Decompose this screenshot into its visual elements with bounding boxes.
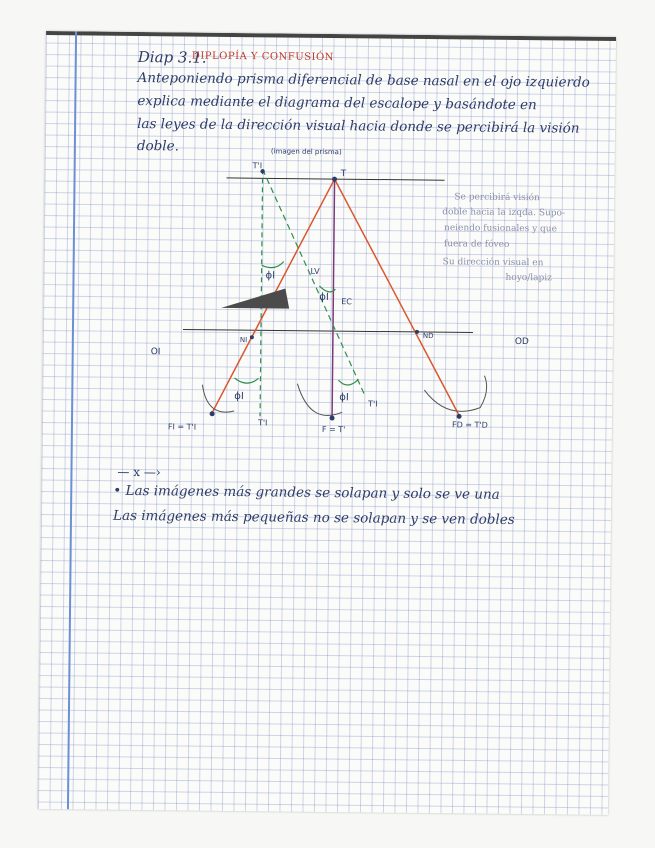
side-note-line: doble hacia la izqda. Supo-	[442, 207, 566, 219]
exercise-number: Diap 3.1.	[137, 47, 207, 67]
question-line: explica mediante el diagrama del escalope y basándote en	[137, 92, 537, 114]
label-t1-right: T'I	[368, 399, 378, 409]
side-note-line: Su dirección visual en	[442, 257, 544, 269]
green-dashed-left	[260, 169, 263, 416]
left-eye-arc	[202, 385, 234, 413]
diplopia-diagram	[38, 31, 616, 815]
question-line: las leyes de la dirección visual hacia donde se percibirá la visión	[137, 115, 580, 137]
notebook-page	[38, 31, 616, 815]
angle-arc-left	[234, 378, 258, 383]
label-fd: FD = T'D	[451, 420, 488, 430]
label-f: F = T'	[321, 424, 346, 435]
exercise-title: DIPLOPÍA Y CONFUSIÓN	[191, 50, 334, 64]
label-oi: OI	[150, 347, 161, 358]
label-phi-top: ϕI	[265, 270, 276, 282]
label-fi: FI = T'I	[167, 422, 197, 432]
question-line: Anteponiendo prisma diferencial de base nasal en el ojo izquierdo	[137, 69, 590, 91]
label-lv: LV	[310, 266, 320, 276]
purple-center-line	[332, 179, 334, 417]
label-image-note: (imagen del prisma)	[270, 147, 342, 157]
answer-line: • Las imágenes más grandes se solapan y solo se ve una	[113, 482, 500, 503]
label-phi-left: ϕI	[234, 391, 244, 403]
label-t1-left: T'I	[257, 418, 268, 428]
label-nd: ND	[422, 331, 434, 341]
center-eye-arc	[297, 384, 342, 416]
green-dashed-diagonal	[260, 169, 367, 396]
point-f	[330, 416, 335, 421]
answer-line: Las imágenes más pequeñas no se solapan y se ven dobles	[112, 507, 515, 528]
side-note-line: fuera de fóveo	[443, 239, 510, 250]
question-line: doble.	[136, 137, 179, 155]
prism-shape	[221, 288, 289, 309]
angle-arc-top	[262, 261, 284, 267]
label-phi-right: ϕI	[339, 392, 349, 404]
label-od: OD	[514, 336, 529, 348]
label-ni: NI	[239, 336, 248, 345]
side-note-line: Se percibirá visión	[454, 192, 540, 204]
angle-arc-right	[338, 379, 358, 385]
point-fd	[457, 414, 462, 419]
label-t: T	[340, 169, 347, 180]
point-fi	[210, 411, 215, 416]
side-note-line: hoyo/lapiz	[505, 272, 552, 284]
label-phi-mid: ϕI	[319, 291, 329, 304]
side-note-line: neiendo fusionales y que	[443, 223, 557, 235]
right-eye-arc	[424, 375, 487, 412]
label-t-prime-top: T'I	[252, 161, 263, 171]
separator-arrow: — x —›	[117, 464, 161, 480]
label-ec: EC	[341, 297, 352, 307]
